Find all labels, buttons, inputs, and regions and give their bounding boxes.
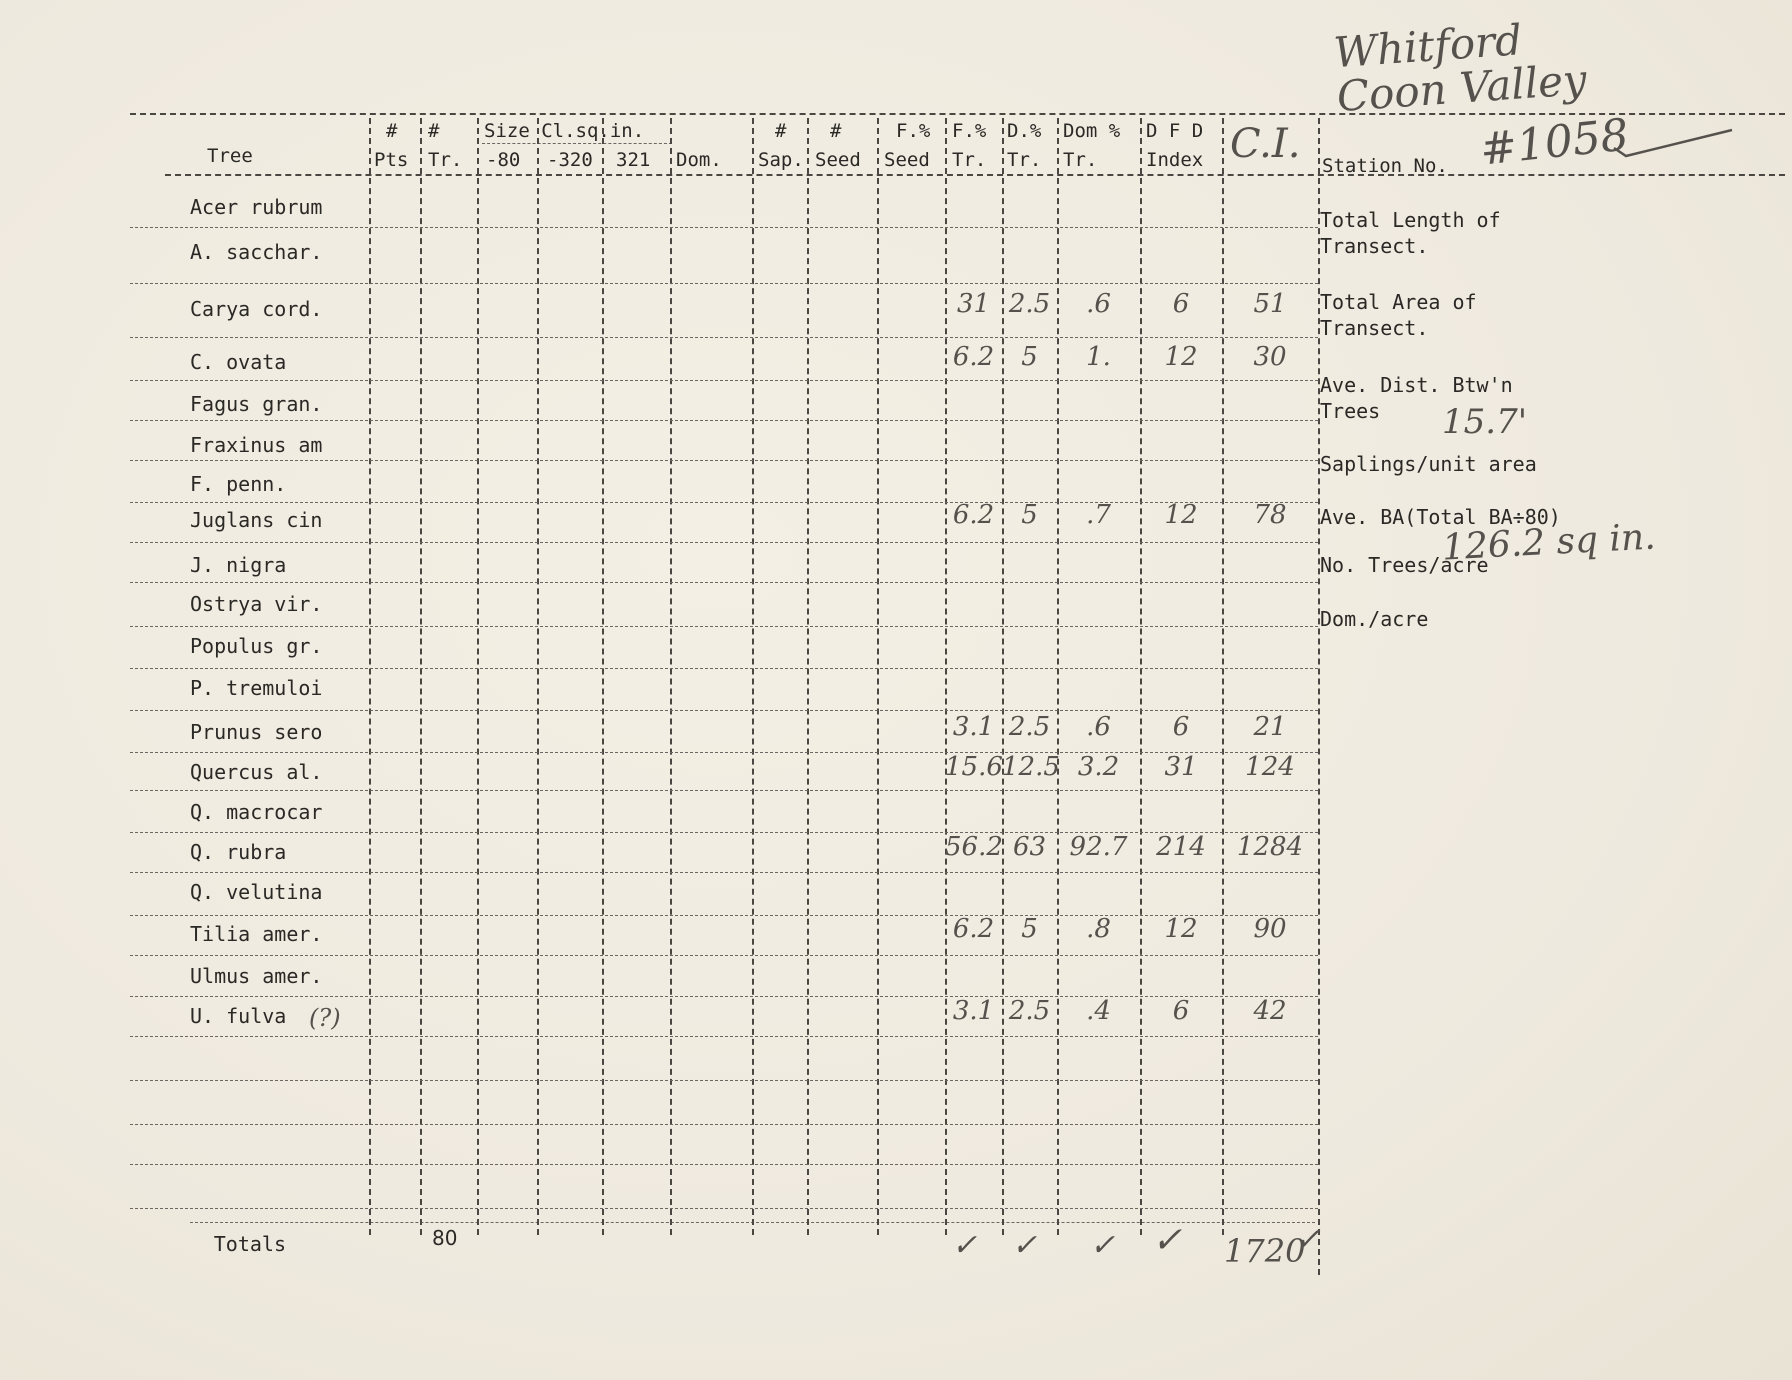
header-f-seed-1: F.%	[896, 120, 931, 142]
cell-f-tr: 31	[956, 289, 991, 319]
cell-ci: 78	[1253, 500, 1287, 530]
column-line	[877, 118, 879, 1235]
column-line	[1057, 118, 1059, 1235]
tree-name: Q. rubra	[190, 840, 287, 864]
header-f-tr-2: Tr.	[952, 149, 987, 171]
cell-f-tr: 15.6	[945, 752, 1003, 782]
row-rule	[130, 380, 1318, 381]
cell-ci: 1284	[1236, 832, 1304, 862]
cell-dom-tr: 92.7	[1069, 832, 1128, 862]
row-rule	[130, 337, 1318, 338]
cell-dom-tr: 3.2	[1077, 752, 1120, 782]
tree-name: Prunus sero	[190, 720, 323, 744]
column-line	[1222, 118, 1224, 1235]
header-dom-tr-2: Tr.	[1063, 149, 1098, 171]
header-seed: Seed	[815, 149, 861, 171]
location-annotation: Whitford Coon Valley	[1332, 15, 1589, 122]
row-rule	[130, 1124, 1318, 1125]
header-dom: Dom.	[676, 149, 722, 171]
tree-name: U. fulva	[190, 1004, 287, 1028]
column-line	[369, 118, 371, 1235]
cell-dom-tr: .6	[1086, 289, 1111, 319]
column-line	[602, 118, 604, 1235]
ave-dist-label: Ave. Dist. Btw'n Trees	[1320, 373, 1513, 423]
cell-d-tr: 5	[1021, 500, 1038, 530]
header-dom-tr-1: Dom %	[1063, 120, 1121, 142]
cell-f-tr: 3.1	[952, 996, 995, 1026]
tree-name: F. penn.	[190, 472, 287, 496]
saplings-label: Saplings/unit area	[1320, 452, 1537, 476]
cell-d-tr: 2.5	[1008, 712, 1051, 742]
cell-f-tr: 56.2	[945, 832, 1003, 862]
cell-ci: 124	[1245, 752, 1295, 782]
row-rule	[130, 227, 1318, 228]
cell-f-tr: 6.2	[952, 914, 995, 944]
cell-dfd: 6	[1172, 712, 1190, 742]
cell-dom-tr: 1.	[1086, 342, 1111, 372]
cell-d-tr: 2.5	[1008, 996, 1051, 1026]
row-rule	[130, 542, 1318, 543]
tree-name: Populus gr.	[190, 634, 323, 658]
row-rule	[130, 460, 1318, 461]
total-area-label: Total Area of Transect.	[1320, 290, 1477, 340]
cell-d-tr: 12.5	[1002, 752, 1060, 782]
column-line	[537, 118, 539, 1235]
header-tr: Tr.	[428, 149, 463, 171]
row-rule	[130, 1164, 1318, 1165]
tree-name: Fraxinus am	[190, 433, 323, 457]
tree-name: Fagus gran.	[190, 392, 323, 416]
header-size-80: -80	[486, 149, 521, 171]
row-rule	[130, 1080, 1318, 1081]
cell-dfd: 31	[1164, 752, 1198, 782]
station-check-mark	[1612, 124, 1737, 160]
column-line	[477, 118, 479, 1235]
trees-acre-label: No. Trees/acre	[1320, 553, 1489, 577]
ave-ba-label: Ave. BA(Total BA÷80)	[1320, 505, 1561, 529]
column-line	[1002, 118, 1004, 1235]
top-rule	[130, 113, 1785, 115]
row-rule	[130, 626, 1318, 627]
cell-f-tr: 6.2	[952, 500, 995, 530]
column-line	[807, 118, 809, 1235]
tree-name: Carya cord.	[190, 297, 323, 321]
row-rule	[130, 668, 1318, 669]
ave-dist-value: 15.7'	[1442, 402, 1528, 442]
dom-acre-label: Dom./acre	[1320, 607, 1429, 631]
cell-dom-tr: .7	[1086, 500, 1111, 530]
header-sap-hash: #	[775, 120, 787, 142]
tree-name: Quercus al.	[190, 760, 323, 784]
header-f-seed-2: Seed	[884, 149, 930, 171]
cell-ci: 30	[1253, 342, 1287, 372]
station-number: #1058	[1477, 109, 1632, 176]
cell-ci: 42	[1253, 996, 1287, 1026]
row-rule	[130, 582, 1318, 583]
cell-d-tr: 63	[1012, 832, 1047, 862]
cell-f-tr: 6.2	[952, 342, 995, 372]
row-rule	[130, 420, 1318, 421]
totals-label: Totals	[213, 1232, 286, 1256]
header-dfd-2: Index	[1146, 149, 1204, 171]
totals-tr: 80	[432, 1226, 458, 1250]
header-pts-hash: #	[386, 120, 398, 142]
cell-dfd: 6	[1172, 996, 1190, 1026]
cell-ci: 21	[1253, 712, 1287, 742]
header-tr-hash: #	[428, 120, 440, 142]
cell-f-tr: 3.1	[952, 712, 995, 742]
cell-dom-tr: .6	[1086, 712, 1111, 742]
tree-name: Ostrya vir.	[190, 592, 323, 616]
totals-check-d: ✓	[1012, 1228, 1038, 1263]
totals-ci: 1720	[1224, 1232, 1306, 1270]
cell-ci: 90	[1253, 914, 1287, 944]
cell-dom-tr: .8	[1086, 914, 1111, 944]
header-tree: Tree	[207, 145, 253, 167]
column-line	[1140, 118, 1142, 1235]
row-rule	[130, 1208, 1318, 1209]
header-sap: Sap.	[758, 149, 804, 171]
tree-name: C. ovata	[190, 350, 287, 374]
tree-name: Juglans cin	[190, 508, 323, 532]
header-size-320: -320	[547, 149, 593, 171]
header-station: Station No.	[1322, 155, 1448, 177]
column-line	[752, 118, 754, 1235]
header-seed-hash: #	[830, 120, 842, 142]
row-rule	[130, 1036, 1318, 1037]
tree-name: Tilia amer.	[190, 922, 323, 946]
row-rule	[130, 955, 1318, 956]
header-dfd-1: D F D	[1146, 120, 1204, 142]
column-line	[945, 118, 947, 1235]
cell-dfd: 12	[1164, 914, 1198, 944]
header-f-tr-1: F.%	[952, 120, 987, 142]
header-rule	[165, 174, 1785, 176]
row-rule	[130, 283, 1318, 284]
header-pts: Pts	[374, 149, 409, 171]
totals-check-dfd: ✓	[1152, 1220, 1183, 1261]
cell-d-tr: 5	[1021, 914, 1038, 944]
header-size-321: 321	[616, 149, 651, 171]
column-line	[670, 118, 672, 1235]
total-length-label: Total Length of Transect.	[1320, 208, 1501, 258]
cell-dfd: 6	[1172, 289, 1190, 319]
cell-dfd: 214	[1156, 832, 1206, 862]
cell-ci: 51	[1253, 289, 1287, 319]
row-rule	[130, 872, 1318, 873]
tree-name: A. sacchar.	[190, 240, 323, 264]
cell-dfd: 12	[1164, 500, 1198, 530]
tree-name: Q. macrocar	[190, 800, 323, 824]
row-rule	[130, 710, 1318, 711]
header-size-class: Size Cl.sq.in.	[484, 120, 645, 142]
header-ci: C.I.	[1230, 121, 1301, 167]
tree-name: Acer rubrum	[190, 195, 323, 219]
cell-dfd: 12	[1164, 342, 1198, 372]
tree-name: P. tremuloi	[190, 676, 323, 700]
row-rule	[130, 790, 1318, 791]
uncertain-mark: (?)	[309, 1004, 341, 1032]
header-d-tr-1: D.%	[1007, 120, 1042, 142]
cell-d-tr: 5	[1021, 342, 1038, 372]
tree-name: Q. velutina	[190, 880, 323, 904]
totals-check-dom: ✓	[1090, 1228, 1116, 1263]
column-line	[420, 118, 422, 1235]
totals-check-f: ✓	[952, 1228, 978, 1263]
cell-d-tr: 2.5	[1008, 289, 1051, 319]
cell-dom-tr: .4	[1086, 996, 1111, 1026]
header-d-tr-2: Tr.	[1007, 149, 1042, 171]
size-class-underline	[482, 143, 672, 144]
tree-name: Ulmus amer.	[190, 964, 323, 988]
totals-check-ci: ✓	[1294, 1220, 1321, 1258]
tree-name: J. nigra	[190, 553, 287, 577]
ave-ba-value: 126.2 sq in.	[1441, 516, 1657, 569]
